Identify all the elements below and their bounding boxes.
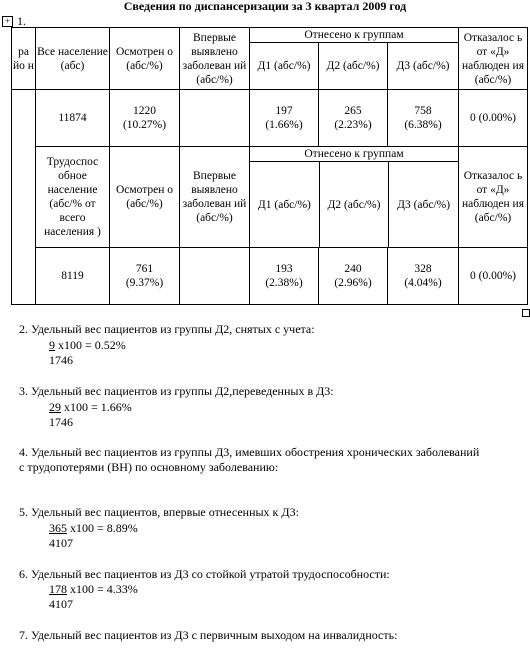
cell-d2-pct: (2.23%) bbox=[334, 119, 372, 131]
list-item-number: 1. bbox=[17, 14, 26, 28]
cell-examined bbox=[110, 90, 180, 147]
dispensary-table bbox=[11, 27, 528, 305]
section-3-formula bbox=[49, 400, 132, 414]
rayon-cell bbox=[12, 90, 36, 305]
section-2-formula bbox=[49, 338, 126, 352]
cell-d1-pct: (1.66%) bbox=[265, 119, 303, 131]
header-working-population: Трудоспос обное население (абс/% от всего населения ) bbox=[36, 147, 110, 248]
section-5-formula bbox=[49, 521, 138, 535]
section-7-text: 7. Удельный вес пациентов из Д3 с первичным выходом на инвалидность: bbox=[19, 628, 398, 642]
section-6-denominator: 4107 bbox=[49, 597, 73, 611]
cell-first-detected bbox=[180, 90, 250, 147]
header-d3-2: Д3 (абс/%) bbox=[397, 198, 451, 211]
header-first-detected: Впервые выявлено заболеван ий (абс/%) bbox=[180, 28, 250, 90]
cell-d2-2-pct: (2.96%) bbox=[334, 277, 372, 289]
section-2-text: 2. Удельный вес пациентов из группы Д2, снятых с учета: bbox=[19, 322, 315, 336]
section-5-result: х100 = 8.89% bbox=[67, 521, 138, 535]
cell-examined-pct: (10.27%) bbox=[122, 119, 167, 131]
header-first-detected-2: Впервые выявлено заболеван ий (абс/%) bbox=[180, 147, 250, 248]
section-6-text: 6. Удельный вес пациентов из Д3 со стойкой утратой трудоспособности: bbox=[19, 567, 390, 581]
cell-d2-2-abs: 240 bbox=[344, 263, 362, 275]
cell-examined-2-abs: 761 bbox=[135, 263, 154, 275]
section-3-denominator: 1746 bbox=[49, 415, 73, 429]
cell-total-population: 11874 bbox=[36, 90, 110, 147]
header-d3: Д3 (абс/%) bbox=[388, 43, 459, 90]
header-examined-2: Осмотрен о (абс/%) bbox=[110, 147, 180, 248]
header-total-population: Все население (абс) bbox=[36, 28, 110, 90]
section-2-denominator: 1746 bbox=[49, 353, 73, 367]
page-title: Сведения по диспансеризации за 3 квартал 2009 год bbox=[123, 0, 407, 13]
header-d2-2: Д2 (абс/%) bbox=[319, 162, 388, 248]
section-4-line1: 4. Удельный вес пациентов из группы Д3, имевших обострения хронических заболеваний bbox=[19, 445, 480, 459]
section-6-numerator: 178 bbox=[49, 582, 67, 596]
cell-d3-pct: (6.38%) bbox=[404, 119, 442, 131]
header-examined: Осмотрен о (абс/%) bbox=[110, 28, 180, 90]
section-5-text: 5. Удельный вес пациентов, впервые отнесенных к Д3: bbox=[19, 505, 299, 519]
cell-first-detected-2 bbox=[180, 248, 250, 305]
section-3-text: 3. Удельный вес пациентов из группы Д2,переведенных в Д3: bbox=[19, 384, 334, 398]
cell-d1-abs: 197 bbox=[275, 105, 293, 117]
cell-refused: 0 (0.00%) bbox=[459, 90, 528, 147]
section-3-result: х100 = 1.66% bbox=[61, 400, 132, 414]
table-resize-handle-icon[interactable] bbox=[522, 309, 530, 317]
cell-d3-abs: 758 bbox=[414, 105, 432, 117]
header-groups: Отнесено к группам bbox=[250, 28, 459, 43]
cell-d2 bbox=[319, 90, 388, 147]
section-5-denominator: 4107 bbox=[49, 536, 73, 550]
cell-examined-abs: 1220 bbox=[133, 105, 156, 117]
cell-d1-2-pct: (2.38%) bbox=[265, 277, 303, 289]
cell-refused-2: 0 (0.00%) bbox=[459, 248, 528, 305]
cell-d3 bbox=[388, 90, 459, 147]
header-rayon: ра йо н bbox=[12, 28, 36, 90]
cell-d1 bbox=[250, 90, 319, 147]
cell-examined-2 bbox=[110, 248, 180, 305]
section-5-numerator: 365 bbox=[49, 521, 67, 535]
section-2-result: х100 = 0.52% bbox=[55, 338, 126, 352]
section-3-numerator: 29 bbox=[49, 400, 61, 414]
cell-d1-2-abs: 193 bbox=[275, 263, 293, 275]
groups-subtable bbox=[250, 147, 458, 247]
header-d1-2: Д1 (абс/%) bbox=[250, 162, 319, 248]
header-refused: Отказалос ь от «Д» наблюден ия (абс/%) bbox=[459, 28, 528, 90]
cell-examined-2-pct: (9.37%) bbox=[125, 277, 164, 289]
cell-working-population: 8119 bbox=[36, 248, 110, 305]
section-6-formula bbox=[49, 582, 138, 596]
header-refused-2: Отказалос ь от «Д» наблюден ия (абс/%) bbox=[459, 147, 528, 248]
cell-d2-2 bbox=[319, 248, 388, 305]
section-6-result: х100 = 4.33% bbox=[67, 582, 138, 596]
cell-d3-2-pct: (4.04%) bbox=[404, 277, 442, 289]
cell-d3-2 bbox=[388, 248, 459, 305]
groups-block-2 bbox=[250, 147, 459, 248]
header-d1: Д1 (абс/%) bbox=[250, 43, 319, 90]
section-4-line2: с трудопотерями (ВН) по основному заболеванию: bbox=[19, 460, 279, 474]
header-d2: Д2 (абс/%) bbox=[319, 43, 388, 90]
header-groups-2: Отнесено к группам bbox=[250, 147, 458, 162]
cell-d2-abs: 265 bbox=[344, 105, 362, 117]
cell-d1-2 bbox=[250, 248, 319, 305]
section-2-numerator: 9 bbox=[49, 338, 55, 352]
table-move-handle-icon[interactable]: + bbox=[2, 16, 13, 27]
cell-d3-2-abs: 328 bbox=[414, 263, 432, 275]
